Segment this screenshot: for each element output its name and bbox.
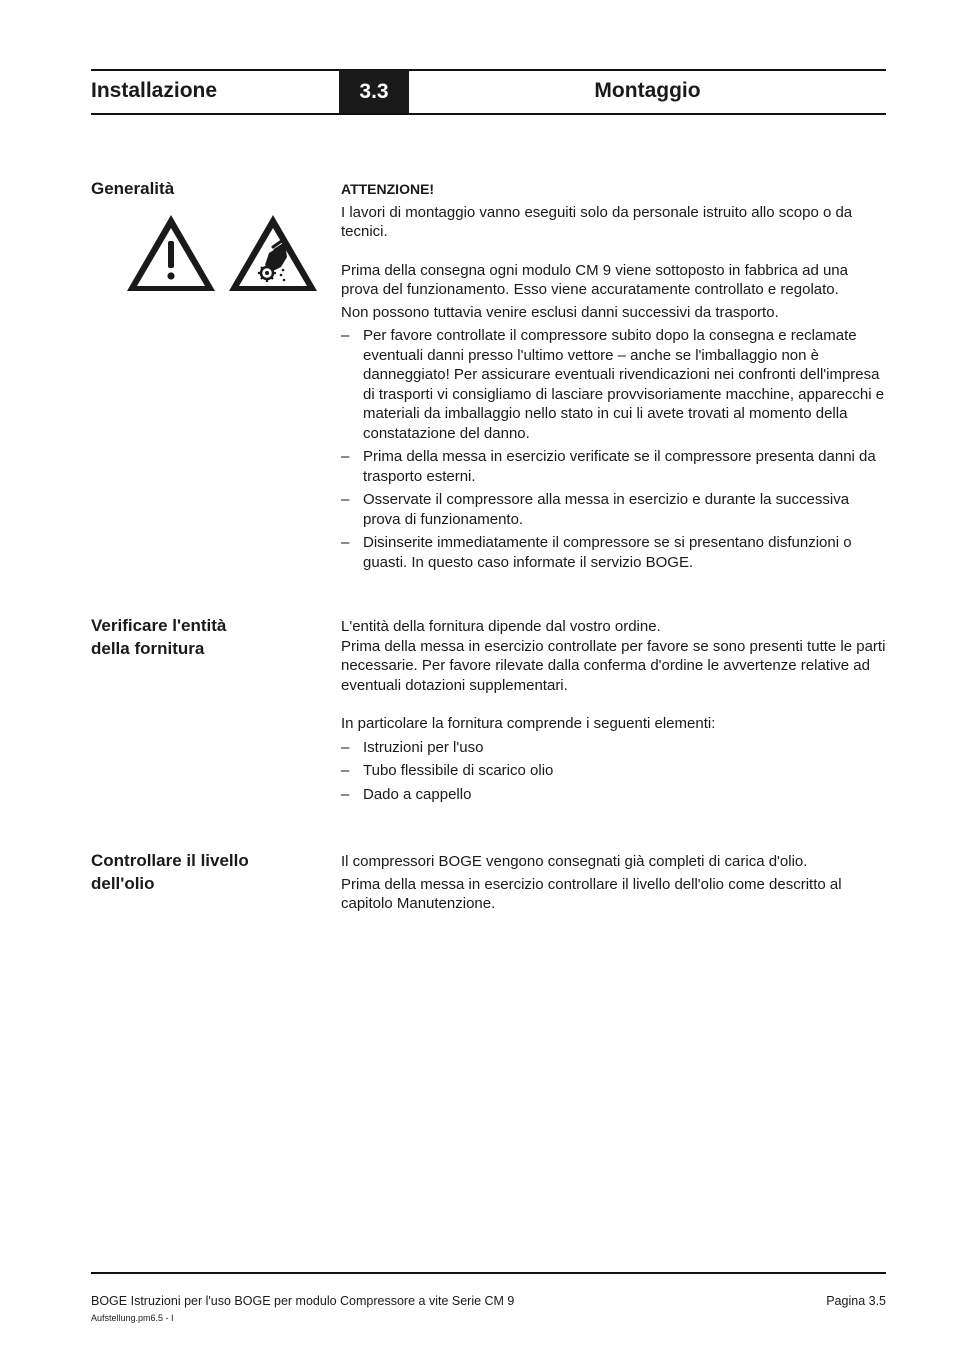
header-top-rule xyxy=(91,69,886,71)
paragraph: Prima della messa in esercizio controllare il livello dell'olio come descritto al capitolo Manutenzione. xyxy=(341,875,842,912)
paragraph: Prima della messa in esercizio controllate per favore se sono presenti tutte le parti necessarie. Per favore rilevate dalla conferma d'ordine le avvertenze relative ad eventuali dotazioni supplementari. xyxy=(341,637,886,694)
fornitura-body xyxy=(341,617,889,808)
generalita-body xyxy=(341,180,889,576)
paragraph: Non possono tuttavia venire esclusi danni successivi da trasporto. xyxy=(341,303,779,321)
paragraph: I lavori di montaggio vanno eseguiti solo da personale istruito allo scopo o da tecnici. xyxy=(341,203,853,240)
list-item: – Dado a cappello xyxy=(341,785,472,803)
olio-heading: Controllare il livello dell'olio xyxy=(91,851,249,893)
list-item: – Disinserite immediatamente il compressore se si presentano disfunzioni o guasti. In questo caso informate il servizio BOGE. xyxy=(341,534,852,571)
list-item: – Osservate il compressore alla messa in esercizio e durante la successiva prova di funzionamento. xyxy=(341,491,850,528)
hand-gear-hazard-icon xyxy=(229,215,317,291)
footer-text: BOGE Istruzioni per l'uso BOGE per modulo Compressore a vite Serie CM 9 xyxy=(91,1294,515,1308)
chapter-title: Installazione xyxy=(91,79,218,102)
dash-list xyxy=(341,738,889,805)
footer-filename: Aufstellung.pm6.5 - I xyxy=(91,1313,174,1323)
section-title: Montaggio xyxy=(594,79,701,102)
paragraph: L'entità della fornitura dipende dal vostro ordine. xyxy=(341,618,661,635)
footer-rule xyxy=(91,1272,886,1274)
dash-list xyxy=(341,326,889,572)
list-item: – Istruzioni per l'uso xyxy=(341,738,484,756)
warning-label: ATTENZIONE! xyxy=(341,181,435,197)
generalita-heading: Generalità xyxy=(91,179,175,198)
paragraph: Il compressori BOGE vengono consegnati già completi di carica d'olio. xyxy=(341,853,808,870)
paragraph: In particolare la fornitura comprende i seguenti elementi: xyxy=(341,715,716,732)
warning-exclamation-icon xyxy=(127,215,215,291)
list-item: – Per favore controllate il compressore subito dopo la consegna e reclamate eventuali danni presso l'ultimo vettore – anche se l'imballaggio non è danneggiato! Per assicurare eventuali rivendicazioni nei confronti dell'impresa di trasporti vi consigliamo di lasciare provvisoriamente macchine, apparecchi e materiali da imballaggio nello stato in cui li avete trovati al momento della constatazione del danno. xyxy=(341,327,885,442)
paragraph: Prima della consegna ogni modulo CM 9 viene sottoposto in fabbrica ad una prova del funzionamento. Esso viene accuratamente controllato e regolato. xyxy=(341,261,848,298)
olio-body xyxy=(341,852,889,914)
safety-icons xyxy=(127,213,319,295)
fornitura-heading: Verificare l'entità della fornitura xyxy=(91,616,227,658)
section-number: 3.3 xyxy=(339,70,409,114)
list-item: – Prima della messa in esercizio verificate se il compressore presenta danni da trasporto esterni. xyxy=(341,448,876,485)
list-item: – Tubo flessibile di scarico olio xyxy=(341,762,554,779)
header-bottom-rule xyxy=(91,113,886,115)
page-number: Pagina 3.5 xyxy=(826,1294,886,1308)
